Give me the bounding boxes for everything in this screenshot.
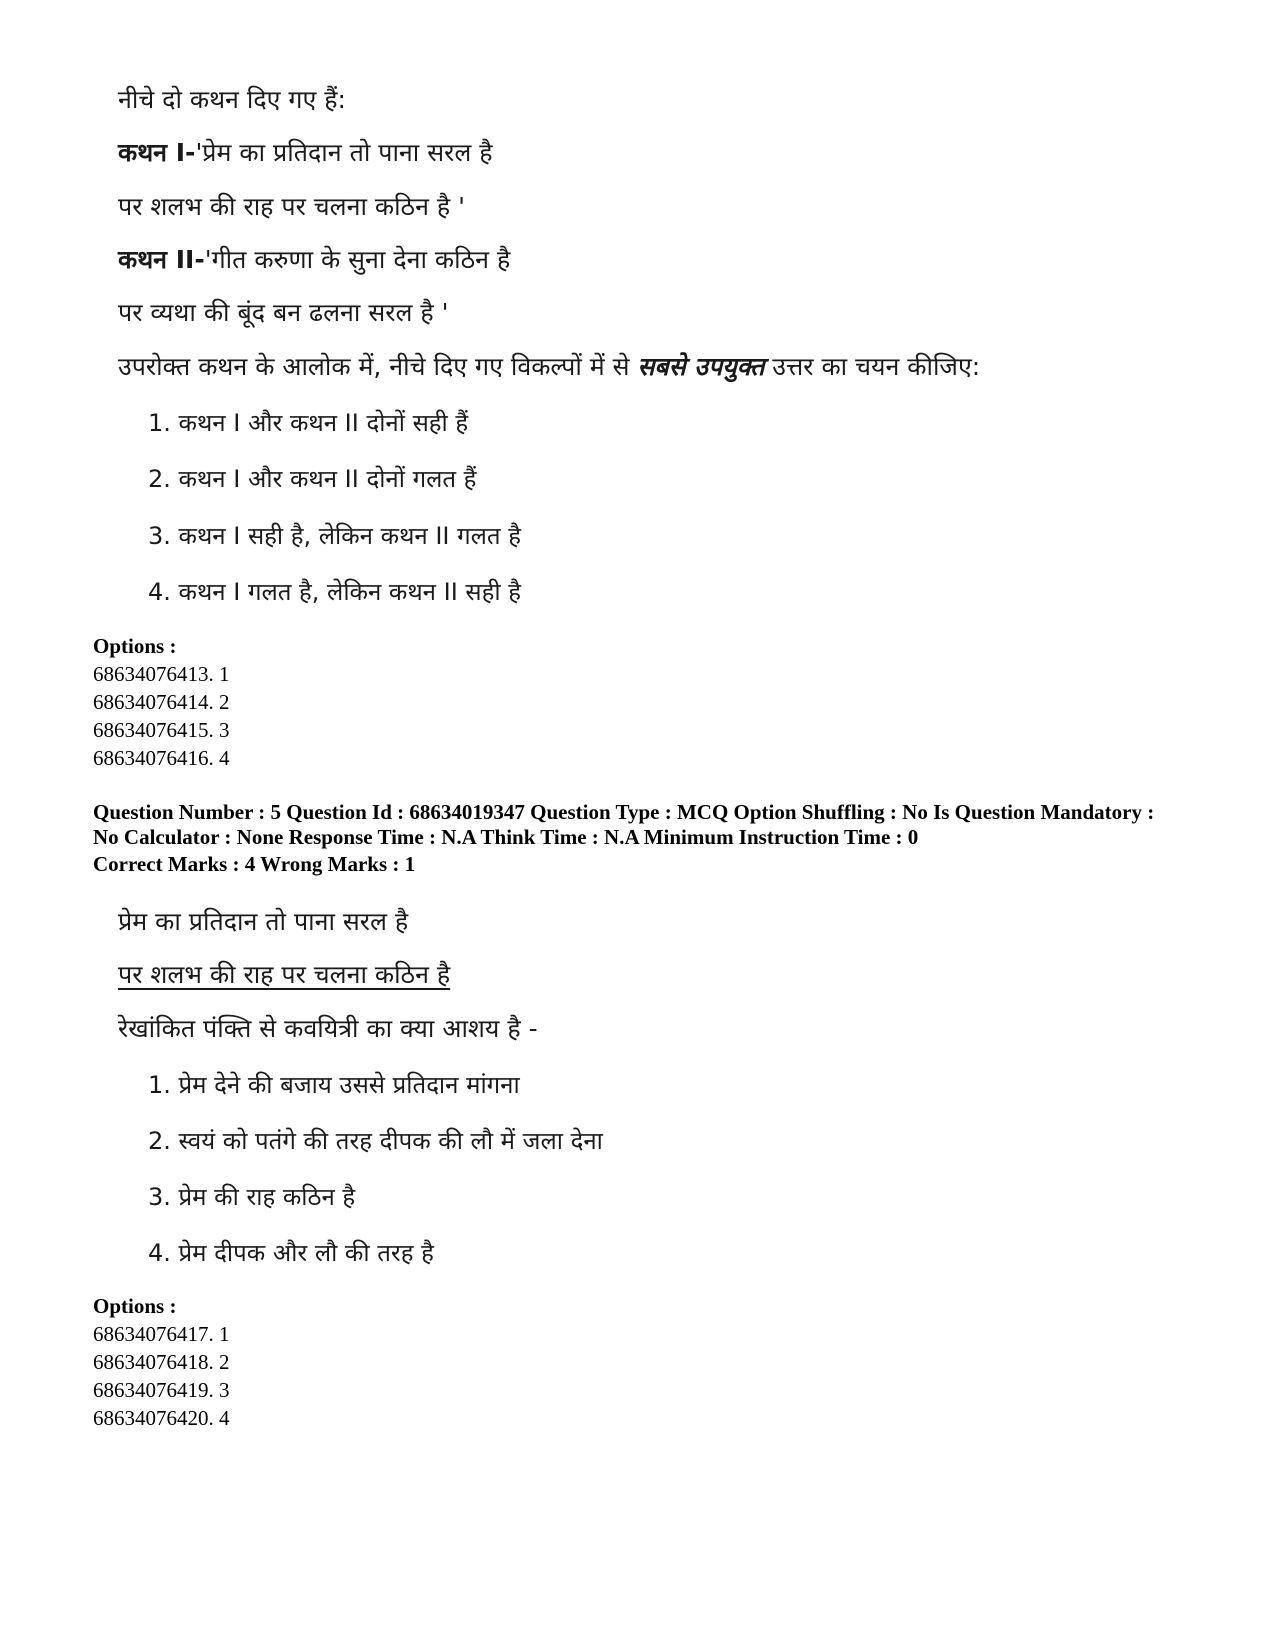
- q5-option-3: 68634076419. 3: [93, 1378, 230, 1402]
- q5-choice-1: 1. प्रेम देने की बजाय उससे प्रतिदान मांगना: [148, 1071, 520, 1099]
- q5-poem-line-1: प्रेम का प्रतिदान तो पाना सरल है: [118, 907, 409, 936]
- q4-choice-4: 4. कथन I गलत है, लेकिन कथन II सही है: [148, 578, 521, 606]
- q4-intro: नीचे दो कथन दिए गए हैं:: [118, 85, 346, 114]
- q5-option-4: 68634076420. 4: [93, 1406, 230, 1430]
- q4-statement-1-label: कथन I-: [118, 138, 196, 167]
- q5-question-text: रेखांकित पंक्ति से कवयित्री का क्या आशय है -: [118, 1014, 538, 1043]
- q4-instruction: [118, 351, 980, 383]
- q4-statement-1-line-1: [118, 137, 493, 169]
- q4-option-1: 68634076413. 1: [93, 662, 230, 686]
- q4-statement-2-label: कथन II-: [118, 245, 205, 274]
- q5-choice-3: 3. प्रेम की राह कठिन है: [148, 1183, 356, 1211]
- q4-statement-1-text: 'प्रेम का प्रतिदान तो पाना सरल है: [195, 138, 493, 167]
- q5-marks-meta: Correct Marks : 4 Wrong Marks : 1: [93, 852, 416, 876]
- q4-statement-2-line-1: [118, 244, 510, 276]
- q5-options-label: Options :: [93, 1294, 177, 1318]
- q5-poem-line-2-underlined: पर शलभ की राह पर चलना कठिन है: [118, 960, 451, 989]
- q4-choice-2: 2. कथन I और कथन II दोनों गलत हैं: [148, 465, 477, 493]
- q4-option-4: 68634076416. 4: [93, 746, 230, 770]
- q4-instruction-post: उत्तर का चयन कीजिए:: [764, 352, 981, 381]
- q5-option-2: 68634076418. 2: [93, 1350, 230, 1374]
- q4-statement-1-line-2: पर शलभ की राह पर चलना कठिन है ': [118, 192, 465, 221]
- q4-instruction-pre: उपरोक्त कथन के आलोक में, नीचे दिए गए विकल्पों में से: [118, 352, 638, 381]
- q4-statement-2-text: 'गीत करुणा के सुना देना कठिन है: [204, 245, 511, 274]
- q4-choice-3: 3. कथन I सही है, लेकिन कथन II गलत है: [148, 522, 521, 550]
- q4-option-3: 68634076415. 3: [93, 718, 230, 742]
- q5-choice-2: 2. स्वयं को पतंगे की तरह दीपक की लौ में जला देना: [148, 1127, 603, 1155]
- q4-statement-2-line-2: पर व्यथा की बूंद बन ढलना सरल है ': [118, 298, 449, 327]
- q4-instruction-emphasis: सबसे उपयुक्त: [637, 352, 765, 381]
- q5-choice-4: 4. प्रेम दीपक और लौ की तरह है: [148, 1239, 434, 1267]
- q4-choice-1: 1. कथन I और कथन II दोनों सही हैं: [148, 409, 469, 437]
- q5-question-meta: Question Number : 5 Question Id : 68634019347 Question Type : MCQ Option Shuffling : No Is Question Mandatory : No Calculator : None Response Time : N.A Think Time : N.A Minimum Instruction Time : 0: [93, 800, 1155, 849]
- q4-option-2: 68634076414. 2: [93, 690, 230, 714]
- q5-option-1: 68634076417. 1: [93, 1322, 230, 1346]
- q4-options-label: Options :: [93, 634, 177, 658]
